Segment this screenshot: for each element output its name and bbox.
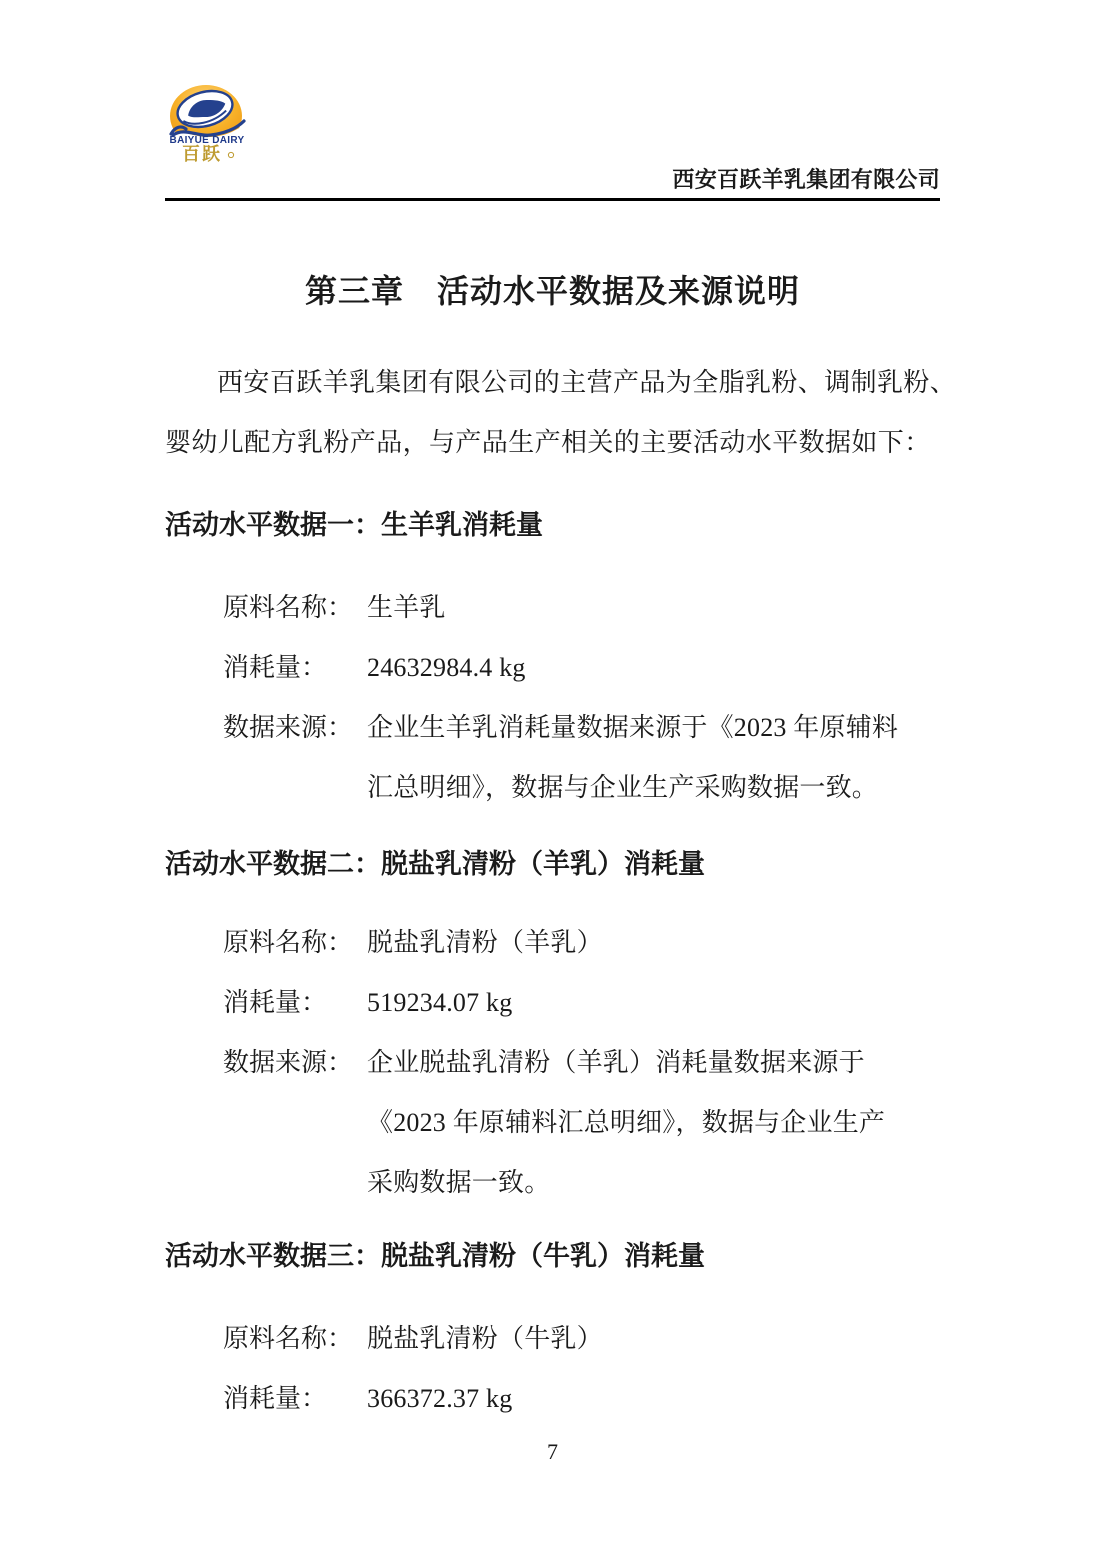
section-1-rows bbox=[165, 578, 940, 818]
row-value-line: 脱盐乳清粉（羊乳） bbox=[367, 928, 603, 957]
consumption-row bbox=[165, 1369, 940, 1429]
page-header bbox=[165, 0, 940, 201]
intro-paragraph bbox=[165, 353, 957, 473]
data-source-row bbox=[165, 1033, 940, 1213]
page-title: 第三章 活动水平数据及来源说明 bbox=[304, 273, 800, 309]
row-label: 消耗量： bbox=[223, 653, 328, 682]
row-value bbox=[367, 913, 940, 973]
row-value bbox=[367, 1033, 940, 1213]
row-value bbox=[367, 973, 940, 1033]
row-value-line: 366372.37 kg bbox=[367, 1384, 513, 1413]
data-source-row bbox=[165, 698, 940, 818]
section-3-heading: 活动水平数据三：脱盐乳清粉（牛乳）消耗量 bbox=[165, 1241, 705, 1271]
row-value bbox=[367, 1369, 940, 1429]
section-2-rows bbox=[165, 913, 940, 1213]
row-value-line: 企业生羊乳消耗量数据来源于《2023 年原辅料 bbox=[367, 713, 899, 742]
company-name: 西安百跃羊乳集团有限公司 bbox=[672, 167, 940, 192]
row-value-line: 企业脱盐乳清粉（羊乳）消耗量数据来源于 bbox=[367, 1048, 865, 1077]
material-name-row bbox=[165, 1309, 940, 1369]
intro-line-2: 婴幼儿配方乳粉产品，与产品生产相关的主要活动水平数据如下： bbox=[165, 428, 931, 457]
section-activity-data-2 bbox=[165, 846, 940, 1213]
section-3-rows bbox=[165, 1309, 940, 1429]
page-number: 7 bbox=[547, 1439, 558, 1464]
row-label: 数据来源： bbox=[223, 713, 354, 742]
row-value-line: 生羊乳 bbox=[367, 593, 446, 622]
consumption-row bbox=[165, 638, 940, 698]
row-value-line: 脱盐乳清粉（牛乳） bbox=[367, 1324, 603, 1353]
row-value-line: 24632984.4 kg bbox=[367, 653, 526, 682]
row-label: 原料名称： bbox=[223, 928, 354, 957]
row-value-line: 采购数据一致。 bbox=[367, 1168, 551, 1197]
logo-brand-cn: 百跃 bbox=[182, 144, 222, 163]
row-value bbox=[367, 1309, 940, 1369]
row-value bbox=[367, 698, 940, 818]
material-name-row bbox=[165, 913, 940, 973]
logo-brand-en: BAIYUE DAIRY bbox=[169, 135, 245, 146]
material-name-row bbox=[165, 578, 940, 638]
row-value-line: 519234.07 kg bbox=[367, 988, 513, 1017]
section-2-heading: 活动水平数据二：脱盐乳清粉（羊乳）消耗量 bbox=[165, 849, 705, 879]
row-value bbox=[367, 578, 940, 638]
row-value-line: 汇总明细》，数据与企业生产采购数据一致。 bbox=[367, 773, 879, 802]
row-label: 原料名称： bbox=[223, 1324, 354, 1353]
row-label: 消耗量： bbox=[223, 1384, 328, 1413]
consumption-row bbox=[165, 973, 940, 1033]
section-1-heading: 活动水平数据一：生羊乳消耗量 bbox=[165, 510, 543, 540]
section-activity-data-3 bbox=[165, 1238, 940, 1429]
section-activity-data-1 bbox=[165, 507, 940, 818]
row-value-line: 《2023 年原辅料汇总明细》，数据与企业生产 bbox=[367, 1108, 886, 1137]
intro-line-1: 西安百跃羊乳集团有限公司的主营产品为全脂乳粉、调制乳粉、 bbox=[217, 368, 957, 397]
row-label: 消耗量： bbox=[223, 988, 328, 1017]
baiyue-dairy-logo-icon bbox=[169, 85, 247, 163]
row-label: 数据来源： bbox=[223, 1048, 354, 1077]
row-label: 原料名称： bbox=[223, 593, 354, 622]
row-value bbox=[367, 638, 940, 698]
